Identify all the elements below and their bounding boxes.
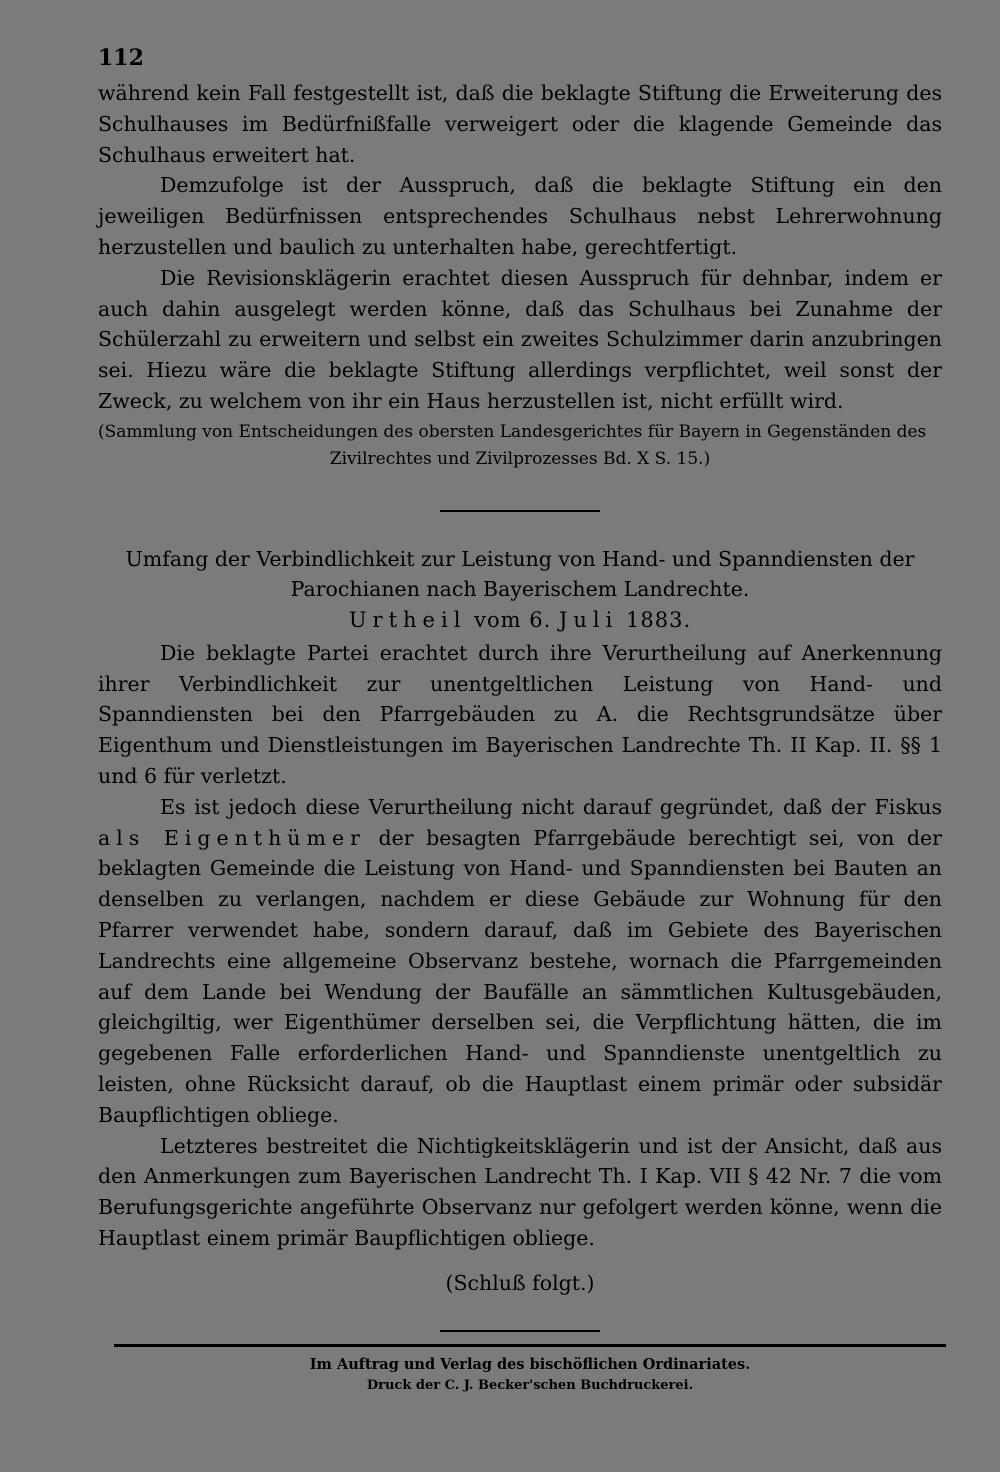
closing-note: (Schluß folgt.) xyxy=(445,1270,595,1295)
judgment-date xyxy=(98,604,942,636)
citation-line-1: (Sammlung von Entscheidungen des obersten Landesgerichtes für Bayern in Gegenständen des xyxy=(98,421,927,442)
page-number: 112 xyxy=(98,45,144,71)
paragraph-1: während kein Fall festgestellt ist, daß die beklagte Stiftung die Erweiterung des Schulhauses im Bedürfnißfalle verweigert oder die klagende Gemeinde das Schulhaus erweitert hat. xyxy=(98,81,942,167)
paragraph-5 xyxy=(98,792,942,1131)
paragraph-5-rest: der besagten Pfarrgebäude berechtigt sei, von der beklagten Gemeinde die Leistung von Hand- und Spanndiensten bei Bauten an denselben zu verlangen, nachdem er diese Gebäude zur Wohnung für den Pfarrer verwendet habe, sondern darauf, daß im Gebiete des Bayerischen Landrechts eine allgemeine Observanz bestehe, wornach die Pfarrgemeinden auf dem Lande bei Wendung der Baufälle an sämmtlichen Kultusgebäuden, gleichgiltig, wer Eigenthümer derselben sei, die Verpflichtung hätten, die im gegebenen Falle erforderlichen Hand- und Spanndienste unentgeltlich zu leisten, ohne Rücksicht darauf, ob die Hauptlast einem primär oder subsidär Baupflichtigen obliege. xyxy=(98,825,942,1127)
paragraph-4: Die beklagte Partei erachtet durch ihre Verurtheilung auf Anerkennung ihrer Verbindlichkeit zur unentgeltlichen Leistung von Hand- und Spanndiensten bei den Pfarrgebäuden zu A. die Rechtsgrundsätze über Eigenthum und Dienstleistungen im Bayerischen Landrechte Th. II Kap. II. §§ 1 und 6 für verletzt. xyxy=(98,640,942,788)
section-heading-line-2: Parochianen nach Bayerischem Landrechte. xyxy=(290,576,750,601)
footer-rule xyxy=(114,1344,946,1347)
closing-divider xyxy=(440,1330,600,1332)
footer-publisher: Im Auftrag und Verlag des bischöflichen Ordinariates. xyxy=(309,1356,751,1373)
paragraph-5-emphasis: als Eigenthümer xyxy=(98,825,366,850)
judgment-day: 6. xyxy=(529,607,552,632)
footer-printer: Druck der C. J. Becker'schen Buchdruckerei. xyxy=(366,1378,694,1393)
paragraph-5-start: Es ist jedoch diese Verurtheilung nicht darauf gegründet, daß der Fiskus xyxy=(160,794,942,819)
paragraph-2: Demzufolge ist der Ausspruch, daß die beklagte Stiftung ein den jeweiligen Bedürfnissen entsprechendes Schulhaus nebst Lehrerwohnung herzustellen und baulich zu unterhalten habe, gerechtfertigt. xyxy=(98,173,942,259)
judgment-year: 1883. xyxy=(626,607,692,632)
section-divider xyxy=(440,510,600,512)
footer-imprint xyxy=(114,1354,946,1396)
citation-line-2: Zivilrechtes und Zivilprozesses Bd. X S. 15.) xyxy=(329,448,711,469)
judgment-word: Urtheil xyxy=(348,607,467,632)
paragraph-3: Die Revisionsklägerin erachtet diesen Ausspruch für dehnbar, indem er auch dahin ausgelegt werden könne, daß das Schulhaus bei Zunahme der Schülerzahl zu erweitern und selbst ein zweites Schulzimmer darin anzubringen sei. Hiezu wäre die beklagte Stiftung allerdings verpflichtet, weil sonst der Zweck, zu welchem von ihr ein Haus herzustellen ist, nicht erfüllt wird. xyxy=(98,265,942,413)
section-heading-line-1: Umfang der Verbindlichkeit zur Leistung von Hand- und Spanndiensten der xyxy=(125,546,915,571)
paragraph-6: Letzteres bestreitet die Nichtigkeitsklägerin und ist der Ansicht, daß aus den Anmerkungen zum Bayerischen Landrecht Th. I Kap. VII § 42 Nr. 7 die vom Berufungsgerichte angeführte Observanz nur gefolgert werden könne, wenn die Hauptlast einem primär Baupflichtigen obliege. xyxy=(98,1133,942,1250)
judgment-vom: vom xyxy=(474,607,522,632)
judgment-month: Juli xyxy=(558,607,619,632)
